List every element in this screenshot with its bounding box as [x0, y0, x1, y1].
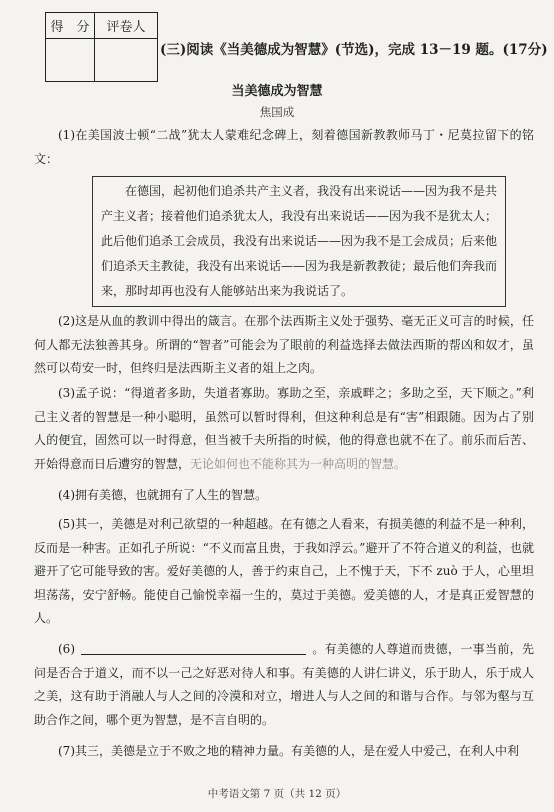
paragraph-2: (2)这是从血的教训中得出的箴言。在那个法西斯主义处于强势、毫无正义可言的时候，任何人都无法独善其身。所谓的“智者”可能会为了眼前的利益选择去做法西斯的帮凶和奴才，虽然可以苟安一时，但终归是法西斯主义者的俎上之肉。	[34, 314, 534, 375]
paragraph-4: (4)拥有美德，也就拥有了人生的智慧。	[58, 488, 267, 502]
section-heading: (三)阅读《当美德成为智慧》(节选)，完成 13－19 题。(17分)	[160, 42, 548, 58]
paragraph-5: (5)其一，美德是对利己欲望的一种超越。在有德之人看来，有损美德的利益不是一种利，反而是一种害。正如孔子所说：“不义而富且贵，于我如浮云。”避开了不符合道义的利益，也就避开了它可能导致的害。爱好美德的人，善于约束自己，上不愧于天，下不 zuò 于人，心里坦坦荡荡，安宁舒畅。能使自己愉悦幸福一生的，莫过于美德。爱美德的人，才是真正爱智慧的人。	[34, 517, 534, 625]
answer-blank[interactable]	[81, 640, 306, 655]
grader-cell[interactable]	[95, 39, 158, 82]
paragraph-1: (1)在美国波士顿“二战”犹太人蒙难纪念碑上，刻着德国新教教师马丁・尼莫拉留下的铭文：	[34, 128, 534, 166]
score-table	[45, 12, 158, 82]
grader-label: 评卷人	[95, 13, 158, 39]
score-label: 得 分	[46, 13, 95, 39]
inscription-quote-box: 在德国，起初他们追杀共产主义者，我没有出来说话——因为我不是共产主义者；接着他们追杀犹太人，我没有出来说话——因为我不是犹太人；此后他们追杀工会成员，我没有出来说话——因为我不是工会成员；后来他们追杀天主教徒，我没有出来说话——因为我是新教教徒；最后他们奔我而来，那时却再也没有人能够站出来为我说话了。	[92, 176, 506, 307]
paragraph-6	[34, 638, 534, 732]
paragraph-6-text: 。有美德的人尊道而贵德，一事当前，先问是否合于道义，而不以一己之好恶对待人和事。有美德的人讲仁讲义，乐于助人，乐于成人之美，这有助于消融人与人之间的冷漠和对立，增进人与人之间的和谐与合作。与邻为壑与互助合作之间，哪个更为智慧，是不言自明的。	[34, 642, 534, 727]
score-cell[interactable]	[46, 39, 95, 82]
paragraph-7: (7)其三，美德是立于不败之地的精神力量。有美德的人，是在爱人中爱己，在利人中利	[58, 744, 520, 758]
paragraph-3: (3)孟子说：“得道者多助，失道者寡助。寡助之至，亲戚畔之；多助之至，天下顺之。”利己主义者的智慧是一种小聪明，虽然可以暂时得利，但这种利总是有“害”相跟随。因为占了别人的便宜，固然可以一时得意，但当被千夫所指的时候，他的得意也就不在了。前乐而后苦、开始得意而日后遭穷的智慧，无论如何也不能称其为一种高明的智慧。	[34, 386, 534, 471]
paragraph-3-faded-text: 无论如何也不能称其为一种高明的智慧。	[190, 456, 407, 471]
article-author: 焦国成	[259, 105, 295, 119]
page-footer: 中考语文第 7 页（共 12 页）	[207, 788, 347, 800]
paragraph-6-number: (6)	[58, 642, 75, 656]
article-title: 当美德成为智慧	[231, 84, 323, 99]
